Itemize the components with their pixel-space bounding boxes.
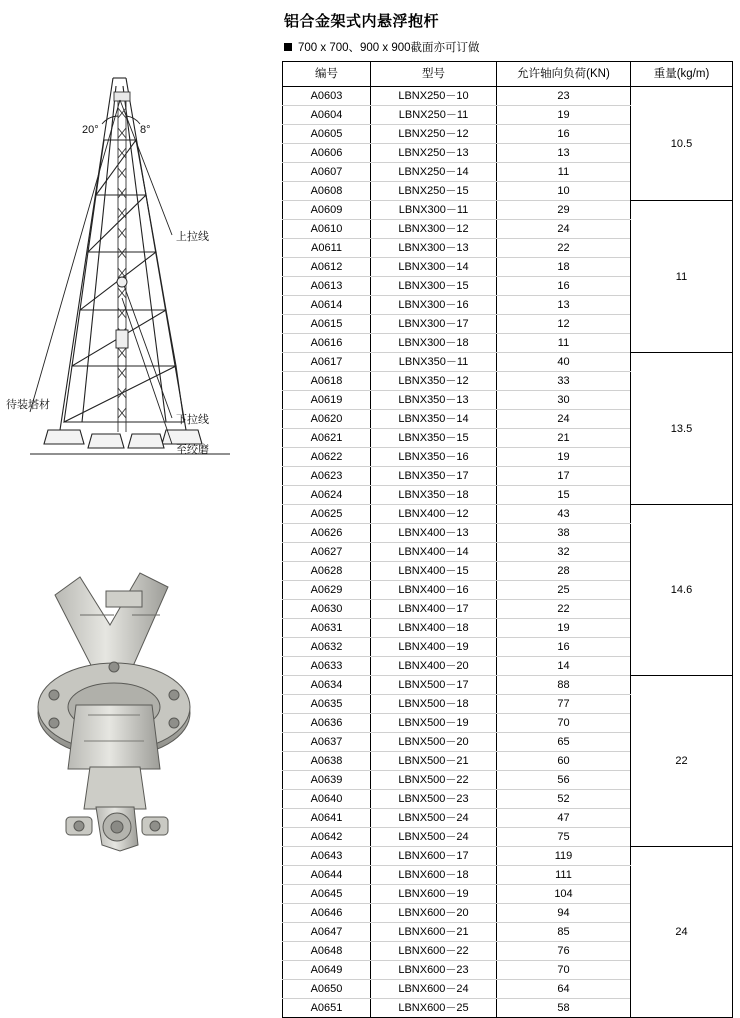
cell-model: LBNX400－16 [371, 581, 497, 600]
cell-code: A0632 [283, 638, 371, 657]
cell-model: LBNX500－18 [371, 695, 497, 714]
cell-model: LBNX400－17 [371, 600, 497, 619]
cell-load: 38 [497, 524, 631, 543]
cell-code: A0627 [283, 543, 371, 562]
cell-load: 15 [497, 486, 631, 505]
cell-code: A0621 [283, 429, 371, 448]
cell-model: LBNX600－21 [371, 923, 497, 942]
cell-load: 22 [497, 239, 631, 258]
cell-model: LBNX300－12 [371, 220, 497, 239]
cell-model: LBNX250－15 [371, 182, 497, 201]
cell-load: 14 [497, 657, 631, 676]
cell-load: 88 [497, 676, 631, 695]
angle-label-20: 20° [82, 124, 99, 136]
cell-code: A0626 [283, 524, 371, 543]
cell-model: LBNX500－17 [371, 676, 497, 695]
cell-code: A0622 [283, 448, 371, 467]
cell-load: 104 [497, 885, 631, 904]
cell-load: 29 [497, 201, 631, 220]
cell-load: 119 [497, 847, 631, 866]
cell-code: A0640 [283, 790, 371, 809]
cell-load: 47 [497, 809, 631, 828]
cell-code: A0610 [283, 220, 371, 239]
column-header-model: 型号 [371, 62, 497, 87]
table-row [283, 353, 733, 372]
cell-model: LBNX600－18 [371, 866, 497, 885]
cell-model: LBNX500－22 [371, 771, 497, 790]
cell-load: 16 [497, 125, 631, 144]
cell-model: LBNX350－12 [371, 372, 497, 391]
table-row [283, 676, 733, 695]
cell-code: A0618 [283, 372, 371, 391]
column-header-load: 允许轴向负荷(KN) [497, 62, 631, 87]
cell-load: 19 [497, 106, 631, 125]
cell-weight: 14.6 [631, 505, 733, 676]
page-title: 铝合金架式内悬浮抱杆 [284, 13, 440, 30]
cell-model: LBNX350－13 [371, 391, 497, 410]
column-header-weight: 重量(kg/m) [631, 62, 733, 87]
cell-load: 11 [497, 334, 631, 353]
cell-model: LBNX600－20 [371, 904, 497, 923]
cell-model: LBNX300－13 [371, 239, 497, 258]
cell-model: LBNX250－11 [371, 106, 497, 125]
cell-code: A0648 [283, 942, 371, 961]
cell-code: A0631 [283, 619, 371, 638]
cell-code: A0613 [283, 277, 371, 296]
cell-model: LBNX400－12 [371, 505, 497, 524]
cell-load: 22 [497, 600, 631, 619]
cell-load: 28 [497, 562, 631, 581]
cell-model: LBNX600－22 [371, 942, 497, 961]
cell-weight: 10.5 [631, 87, 733, 201]
cell-model: LBNX400－14 [371, 543, 497, 562]
cell-code: A0625 [283, 505, 371, 524]
cell-model: LBNX500－21 [371, 752, 497, 771]
cell-code: A0603 [283, 87, 371, 106]
lower-guy-line-label: 下拉线 [176, 414, 209, 426]
cell-code: A0646 [283, 904, 371, 923]
clamp-assembly-svg [10, 555, 270, 875]
cell-code: A0614 [283, 296, 371, 315]
cell-load: 58 [497, 999, 631, 1018]
cell-load: 16 [497, 638, 631, 657]
cell-load: 13 [497, 296, 631, 315]
table-row [283, 201, 733, 220]
cell-load: 56 [497, 771, 631, 790]
cell-weight: 13.5 [631, 353, 733, 505]
cell-load: 24 [497, 410, 631, 429]
cell-load: 12 [497, 315, 631, 334]
cell-code: A0616 [283, 334, 371, 353]
cell-model: LBNX500－23 [371, 790, 497, 809]
cell-model: LBNX250－10 [371, 87, 497, 106]
cell-code: A0643 [283, 847, 371, 866]
cell-model: LBNX600－23 [371, 961, 497, 980]
cell-load: 19 [497, 619, 631, 638]
table-row [283, 847, 733, 866]
cell-load: 23 [497, 87, 631, 106]
cell-load: 18 [497, 258, 631, 277]
table-body [283, 87, 733, 1018]
cell-load: 33 [497, 372, 631, 391]
cell-model: LBNX600－19 [371, 885, 497, 904]
cell-load: 16 [497, 277, 631, 296]
cell-code: A0634 [283, 676, 371, 695]
cell-load: 85 [497, 923, 631, 942]
cell-code: A0647 [283, 923, 371, 942]
cell-model: LBNX500－19 [371, 714, 497, 733]
cell-code: A0624 [283, 486, 371, 505]
bullet-square-icon [284, 43, 292, 51]
cell-load: 17 [497, 467, 631, 486]
tower-material-label: 待装塔材 [6, 399, 50, 411]
cell-model: LBNX500－24 [371, 809, 497, 828]
cell-code: A0609 [283, 201, 371, 220]
cell-code: A0605 [283, 125, 371, 144]
content-column [276, 0, 740, 1014]
column-header-code: 编号 [283, 62, 371, 87]
cell-model: LBNX600－25 [371, 999, 497, 1018]
cell-model: LBNX350－16 [371, 448, 497, 467]
cell-code: A0620 [283, 410, 371, 429]
cell-code: A0645 [283, 885, 371, 904]
cell-load: 40 [497, 353, 631, 372]
cell-load: 75 [497, 828, 631, 847]
cell-code: A0638 [283, 752, 371, 771]
cell-model: LBNX250－12 [371, 125, 497, 144]
cell-load: 10 [497, 182, 631, 201]
cell-load: 65 [497, 733, 631, 752]
cell-code: A0630 [283, 600, 371, 619]
cell-model: LBNX250－14 [371, 163, 497, 182]
upper-guy-line-label: 上拉线 [176, 231, 209, 243]
cell-model: LBNX400－15 [371, 562, 497, 581]
tower-diagram-svg [0, 30, 276, 480]
cell-model: LBNX600－24 [371, 980, 497, 999]
cell-code: A0641 [283, 809, 371, 828]
cell-load: 77 [497, 695, 631, 714]
cell-model: LBNX300－17 [371, 315, 497, 334]
cell-code: A0649 [283, 961, 371, 980]
cell-load: 25 [497, 581, 631, 600]
cell-code: A0612 [283, 258, 371, 277]
cell-load: 19 [497, 448, 631, 467]
cell-load: 64 [497, 980, 631, 999]
cell-code: A0608 [283, 182, 371, 201]
cell-weight: 22 [631, 676, 733, 847]
table-row [283, 87, 733, 106]
cell-load: 32 [497, 543, 631, 562]
cell-code: A0611 [283, 239, 371, 258]
subtitle-text: 700 x 700、900 x 900截面亦可订做 [298, 42, 480, 54]
cell-model: LBNX500－20 [371, 733, 497, 752]
cell-model: LBNX350－15 [371, 429, 497, 448]
cell-code: A0633 [283, 657, 371, 676]
cell-load: 43 [497, 505, 631, 524]
cell-code: A0637 [283, 733, 371, 752]
cell-code: A0644 [283, 866, 371, 885]
table-header [283, 62, 733, 87]
cell-model: LBNX350－17 [371, 467, 497, 486]
cell-code: A0619 [283, 391, 371, 410]
subtitle-row [284, 39, 740, 55]
to-winch-label: 至绞磨 [176, 444, 209, 456]
cell-weight: 24 [631, 847, 733, 1018]
cell-code: A0635 [283, 695, 371, 714]
cell-code: A0628 [283, 562, 371, 581]
angle-label-8: 8° [140, 124, 151, 136]
cell-code: A0629 [283, 581, 371, 600]
cell-load: 11 [497, 163, 631, 182]
cell-code: A0606 [283, 144, 371, 163]
cell-load: 60 [497, 752, 631, 771]
cell-load: 30 [497, 391, 631, 410]
cell-model: LBNX300－16 [371, 296, 497, 315]
cell-model: LBNX300－18 [371, 334, 497, 353]
cell-code: A0650 [283, 980, 371, 999]
cell-model: LBNX350－11 [371, 353, 497, 372]
cell-load: 13 [497, 144, 631, 163]
cell-model: LBNX300－11 [371, 201, 497, 220]
cell-model: LBNX600－17 [371, 847, 497, 866]
cell-model: LBNX350－14 [371, 410, 497, 429]
cell-model: LBNX400－19 [371, 638, 497, 657]
cell-code: A0607 [283, 163, 371, 182]
cell-model: LBNX400－18 [371, 619, 497, 638]
cell-code: A0623 [283, 467, 371, 486]
clamp-figure [10, 555, 270, 875]
cell-code: A0636 [283, 714, 371, 733]
cell-code: A0642 [283, 828, 371, 847]
cell-model: LBNX500－24 [371, 828, 497, 847]
cell-load: 24 [497, 220, 631, 239]
table-header-row [283, 62, 733, 87]
cell-load: 21 [497, 429, 631, 448]
cell-model: LBNX250－13 [371, 144, 497, 163]
cell-model: LBNX400－13 [371, 524, 497, 543]
illustration-column [0, 0, 276, 876]
cell-load: 111 [497, 866, 631, 885]
cell-code: A0651 [283, 999, 371, 1018]
cell-model: LBNX300－15 [371, 277, 497, 296]
cell-model: LBNX350－18 [371, 486, 497, 505]
cell-model: LBNX300－14 [371, 258, 497, 277]
cell-model: LBNX400－20 [371, 657, 497, 676]
cell-load: 76 [497, 942, 631, 961]
cell-code: A0615 [283, 315, 371, 334]
cell-code: A0617 [283, 353, 371, 372]
cell-load: 70 [497, 961, 631, 980]
cell-weight: 11 [631, 201, 733, 353]
cell-code: A0639 [283, 771, 371, 790]
tower-figure [0, 30, 276, 480]
cell-load: 94 [497, 904, 631, 923]
table-row [283, 505, 733, 524]
cell-load: 52 [497, 790, 631, 809]
cell-code: A0604 [283, 106, 371, 125]
cell-load: 70 [497, 714, 631, 733]
spec-table [282, 61, 733, 1018]
